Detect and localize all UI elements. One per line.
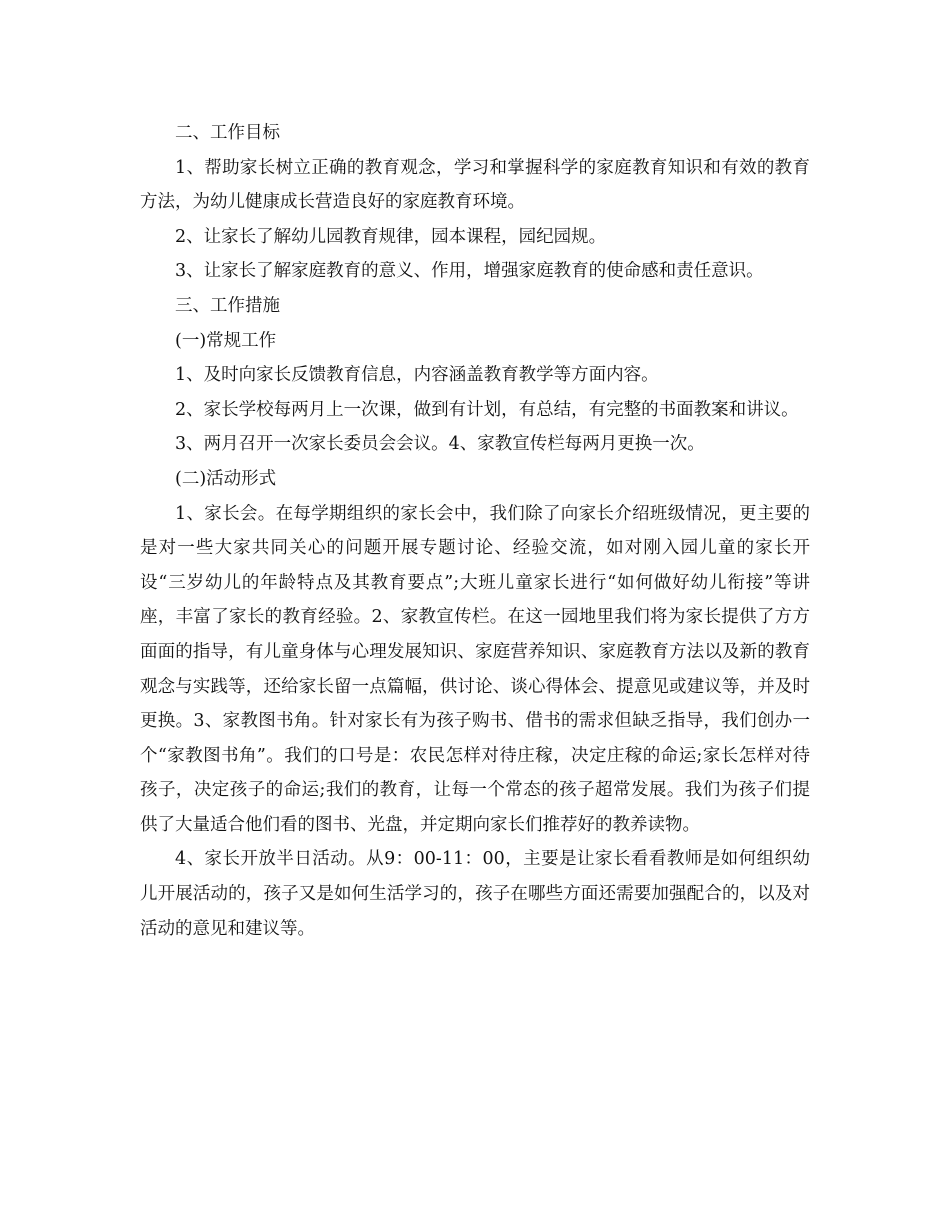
- section-heading-measures: 三、工作措施: [175, 295, 280, 316]
- subsection-heading-activities: (二)活动形式: [175, 468, 277, 489]
- routine-item-3-4: 3、两月召开一次家长委员会会议。4、家教宣传栏每两月更换一次。: [175, 434, 705, 455]
- subsection-heading-routine: (一)常规工作: [175, 330, 277, 351]
- routine-item-2: 2、家长学校每两月上一次课，做到有计划，有总结，有完整的书面教案和讲议。: [175, 399, 799, 420]
- routine-item-1: 1、及时向家长反馈教育信息，内容涵盖教育教学等方面内容。: [175, 365, 659, 386]
- goal-item-3: 3、让家长了解家庭教育的意义、作用，增强家庭教育的使命感和责任意识。: [175, 261, 764, 282]
- section-heading-goals: 二、工作目标: [175, 123, 280, 143]
- activities-paragraph: 1、家长会。在每学期组织的家长会中，我们除了向家长介绍班级情况，更主要的是对一些大家共同关心的问题开展专题讨论、经验交流，如对刚入园儿童的家长开设“三岁幼儿的年龄特点及其教育要点”;大班儿童家长进行“如何做好幼儿衔接”等讲座，丰富了家长的教育经验。2、家教宣传栏。在这一园地里我们将为家长提供了方方面面的指导，有儿童身体与心理发展知识、家庭营养知识、家庭教育方法以及新的教育观念与实践等，还给家长留一点篇幅，供讨论、谈心得体会、提意见或建议等，并及时更换。3、家教图书角。针对家长有为孩子购书、借书的需求但缺乏指导，我们创办一个“家教图书角”。我们的口号是：农民怎样对待庄稼，决定庄稼的命运;家长怎样对待孩子，决定孩子的命运;我们的教育，让每一个常态的孩子超常发展。我们为孩子们提供了大量适合他们看的图书、光盘，并定期向家长们推荐好的教养读物。: [140, 503, 810, 835]
- goal-item-2: 2、让家长了解幼儿园教育规律，园本课程，园纪园规。: [175, 226, 607, 247]
- document-body: [140, 116, 810, 946]
- open-day-paragraph: 4、家长开放半日活动。从9：00-11：00，主要是让家长看看教师是如何组织幼儿开展活动的，孩子又是如何生活学习的，孩子在哪些方面还需要加强配合的，以及对活动的意见和建议等。: [140, 849, 810, 939]
- goal-item-1: 1、帮助家长树立正确的教育观念，学习和掌握科学的家庭教育知识和有效的教育方法，为幼儿健康成长营造良好的家庭教育环境。: [140, 157, 810, 213]
